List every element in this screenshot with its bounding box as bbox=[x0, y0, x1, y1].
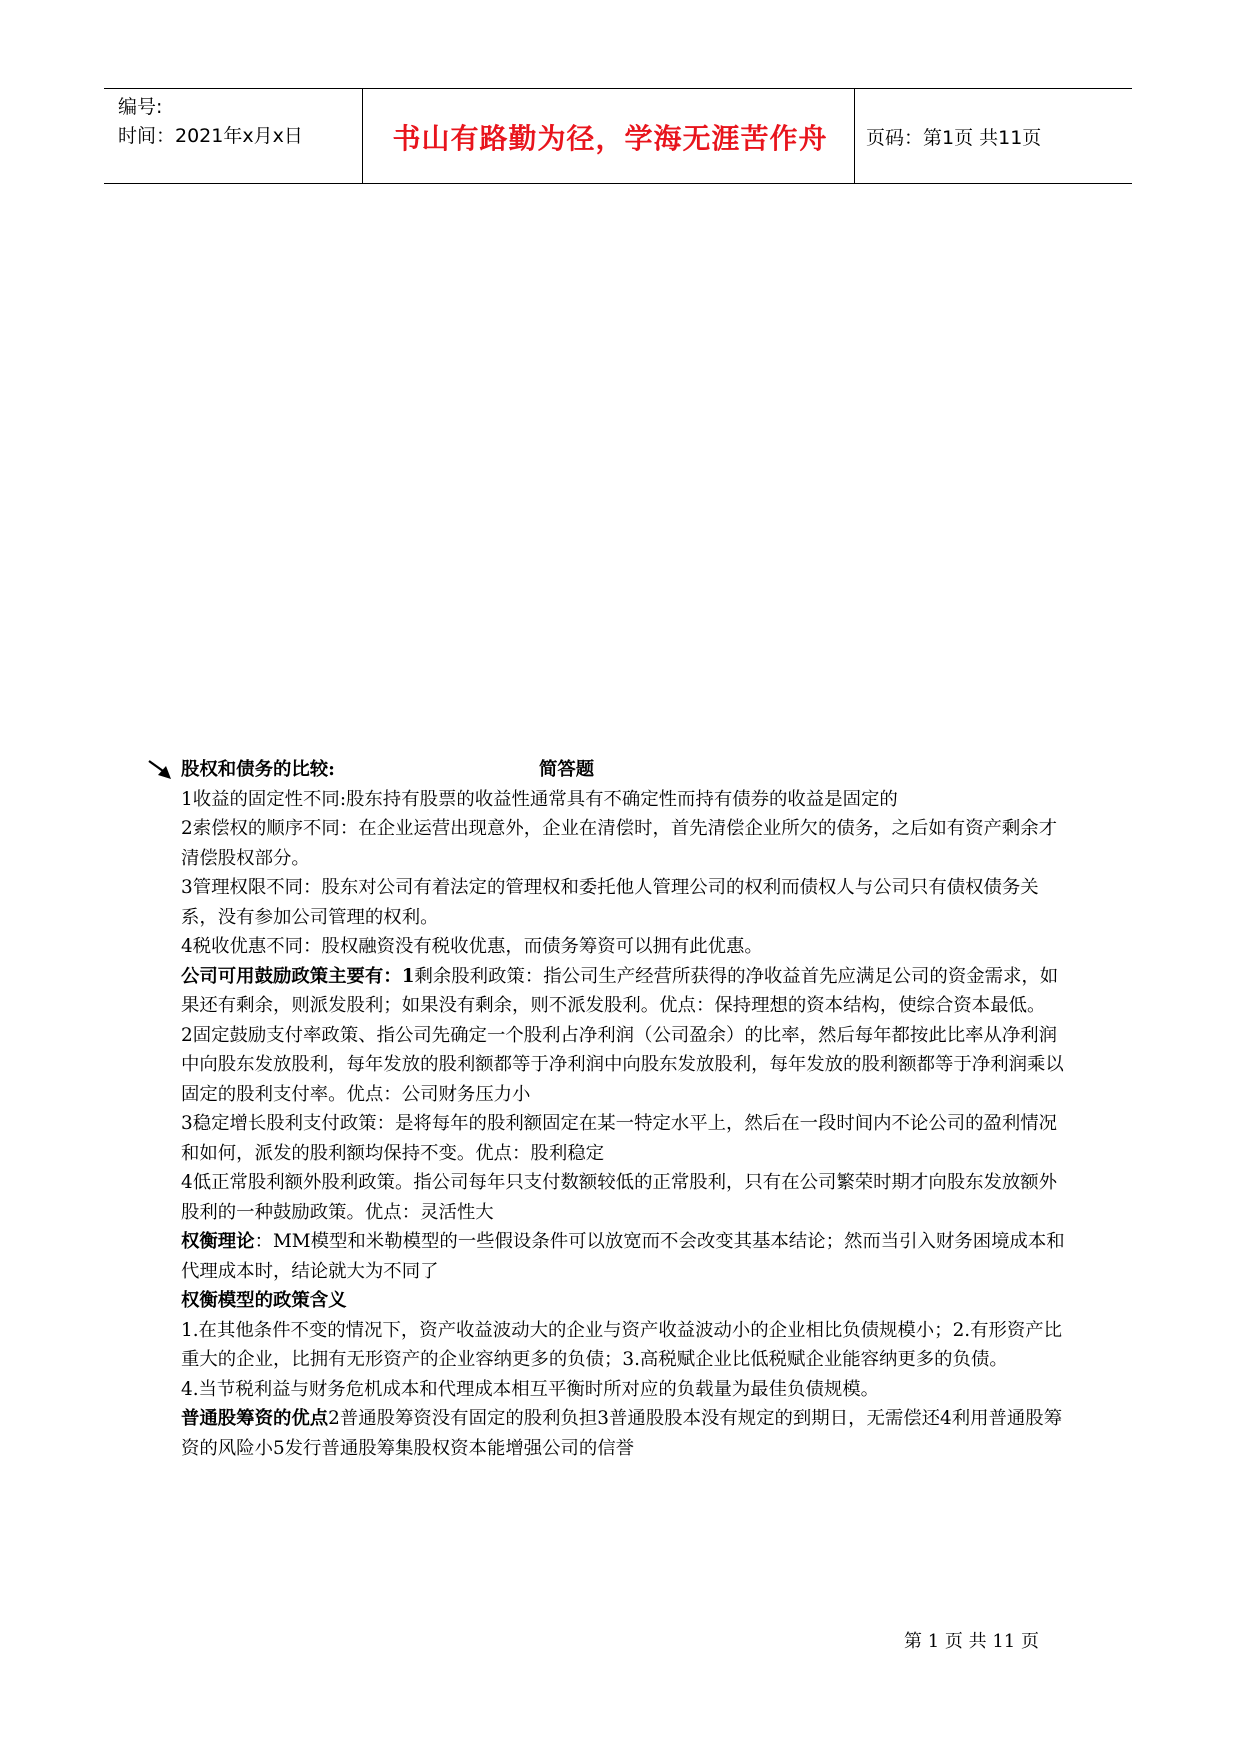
section-title-row bbox=[181, 755, 1067, 785]
paragraph-12: 4.当节税利益与财务危机成本和代理成本相互平衡时所对应的负载量为最佳负债规模。 bbox=[181, 1378, 880, 1400]
paragraph-4: 4税收优惠不同：股权融资没有税收优惠，而债务筹资可以拥有此优惠。 bbox=[181, 936, 763, 957]
page-header bbox=[104, 88, 1132, 184]
policy-heading: 权衡模型的政策含义 bbox=[181, 1290, 347, 1311]
page-footer: 第 1 页 共 11 页 bbox=[904, 1631, 1039, 1652]
paragraph-11: 1.在其他条件不变的情况下，资产收益波动大的企业与资产收益波动小的企业相比负债规模小；2.有形资产比重大的企业，比拥有无形资产的企业容纳更多的负债；3.高税赋企业比低税赋企业能容纳更多的负债。 bbox=[181, 1319, 1063, 1370]
number-label: 编号: bbox=[118, 96, 163, 118]
paragraph-9-heading: 权衡理论 bbox=[181, 1231, 255, 1252]
paragraph-5-heading: 公司可用鼓励政策主要有：1 bbox=[181, 965, 415, 987]
paragraph-1: 1收益的固定性不同:股东持有股票的收益性通常具有不确定性而持有债券的收益是固定的 bbox=[181, 788, 898, 810]
paragraph-9 bbox=[181, 1227, 1067, 1286]
document-body bbox=[181, 755, 1067, 1463]
paragraph-10-heading bbox=[181, 1286, 1067, 1316]
paragraph-5 bbox=[181, 962, 1067, 1021]
paragraph-7: 3稳定增长股利支付政策：是将每年的股利额固定在某一特定水平上，然后在一段时间内不论公司的盈利情况和如何，派发的股利额均保持不变。优点：股利稳定 bbox=[181, 1113, 1058, 1164]
header-motto: 书山有路勤为径，学海无涯苦作舟 bbox=[392, 122, 828, 155]
header-divider-left bbox=[362, 89, 363, 183]
paragraph-9-text: ：MM模型和米勒模型的一些假设条件可以放宽而不会改变其基本结论；然而当引入财务困境成本和代理成本时，结论就大为不同了 bbox=[181, 1231, 1065, 1282]
paragraph-2: 2索偿权的顺序不同：在企业运营出现意外，企业在清偿时，首先清偿企业所欠的债务，之后如有资产剩余才清偿股权部分。 bbox=[181, 818, 1058, 869]
header-meta bbox=[118, 93, 303, 151]
section-subtitle: 简答题 bbox=[539, 759, 595, 780]
paragraph-3: 3管理权限不同：股东对公司有着法定的管理权和委托他人管理公司的权利而债权人与公司只有债权债务关系，没有参加公司管理的权利。 bbox=[181, 877, 1039, 928]
paragraph-5-text: 剩余股利政策：指公司生产经营所获得的净收益首先应满足公司的资金需求，如果还有剩余，则派发股利；如果没有剩余，则不派发股利。优点：保持理想的资本结构，使综合资本最低。 bbox=[181, 965, 1059, 1016]
paragraph-13-heading: 普通股筹资的优点 bbox=[181, 1408, 329, 1429]
paragraph-8: 4低正常股利额外股利政策。指公司每年只支付数额较低的正常股利，只有在公司繁荣时期才向股东发放额外股利的一种鼓励政策。优点：灵活性大 bbox=[181, 1172, 1058, 1223]
header-divider-right bbox=[854, 89, 855, 183]
paragraph-13-text: 2普通股筹资没有固定的股利负担3普通股股本没有规定的到期日，无需偿还4利用普通股筹资的风险小5发行普通股筹集股权资本能增强公司的信誉 bbox=[181, 1408, 1063, 1459]
time-label: 时间：2021年x月x日 bbox=[118, 125, 303, 147]
section-title: 股权和债务的比较: bbox=[181, 759, 335, 780]
arrow-bullet-icon bbox=[147, 758, 173, 780]
paragraph-13 bbox=[181, 1404, 1067, 1463]
header-page-label: 页码：第1页 共11页 bbox=[866, 127, 1042, 149]
paragraph-6: 2固定鼓励支付率政策、指公司先确定一个股利占净利润（公司盈余）的比率，然后每年都按此比率从净利润中向股东发放股利，每年发放的股利额都等于净利润中向股东发放股利，每年发放的股利额都等于净利润乘以固定的股利支付率。优点：公司财务压力小 bbox=[181, 1024, 1064, 1105]
